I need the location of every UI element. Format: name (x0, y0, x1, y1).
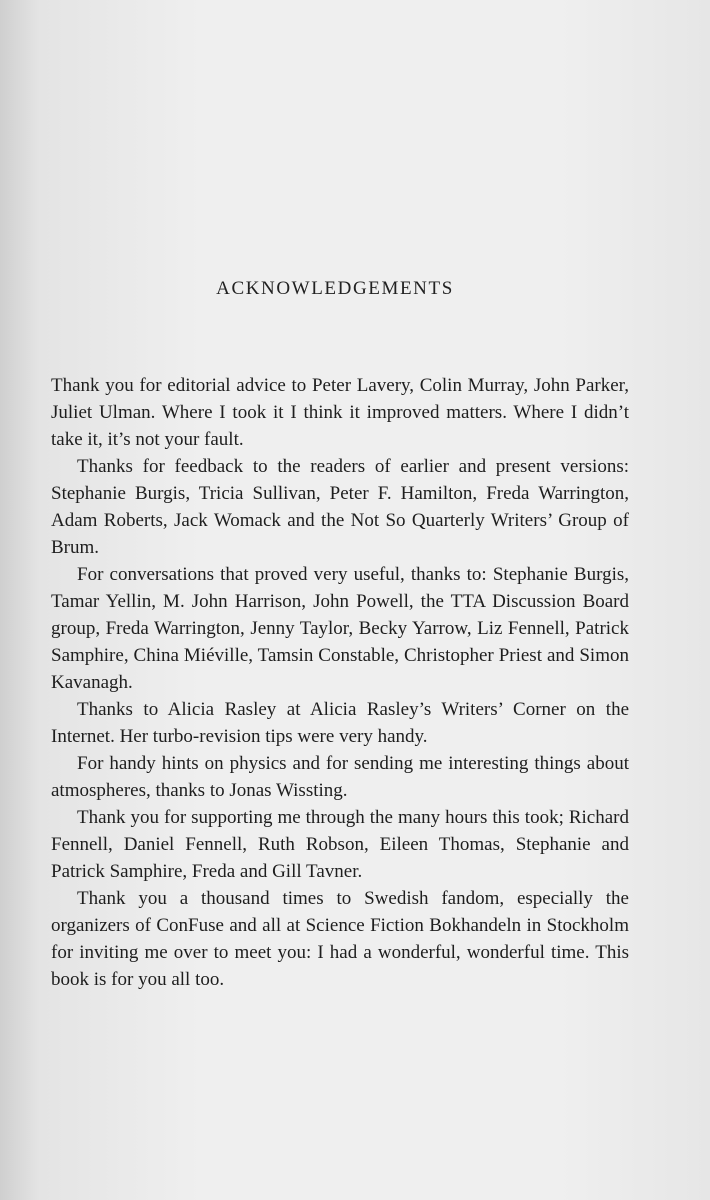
paragraph-physics: For handy hints on physics and for sending me interesting things about atmospheres, thanks to Jonas Wissting. (51, 753, 629, 801)
paragraph-swedish-fandom: Thank you a thousand times to Swedish fandom, especially the organizers of ConFuse and all at Science Fiction Bokhandeln in Stockholm for inviting me over to meet you: I had a wonderful, wonderful time. This book is for you all too. (51, 888, 629, 990)
paragraph-conversations: For conversations that proved very useful, thanks to: Stephanie Burgis, Tamar Yellin, M. John Harrison, John Powell, the TTA Discussion Board group, Freda Warrington, Jenny Taylor, Becky Yarrow, Liz Fennell, Patrick Samphire, China Miéville, Tamsin Constable, Christopher Priest and Simon Kavanagh. (51, 564, 629, 693)
acknowledgements-body (51, 372, 629, 993)
page-heading: ACKNOWLEDGEMENTS (216, 278, 454, 299)
paragraph-internet: Thanks to Alicia Rasley at Alicia Rasley’s Writers’ Corner on the Internet. Her turbo-revision tips were very handy. (51, 699, 629, 747)
paragraph-support: Thank you for supporting me through the many hours this took; Richard Fennell, Daniel Fennell, Ruth Robson, Eileen Thomas, Stephanie and Patrick Samphire, Freda and Gill Tavner. (51, 807, 629, 882)
paragraph-feedback: Thanks for feedback to the readers of earlier and present versions: Stephanie Burgis, Tricia Sullivan, Peter F. Hamilton, Freda Warrington, Adam Roberts, Jack Womack and the Not So Quarterly Writers’ Group of Brum. (51, 456, 629, 558)
paragraph-editorial: Thank you for editorial advice to Peter Lavery, Colin Murray, John Parker, Juliet Ulman. Where I took it I think it improved matters. Where I didn’t take it, it’s not your fault. (51, 375, 629, 450)
